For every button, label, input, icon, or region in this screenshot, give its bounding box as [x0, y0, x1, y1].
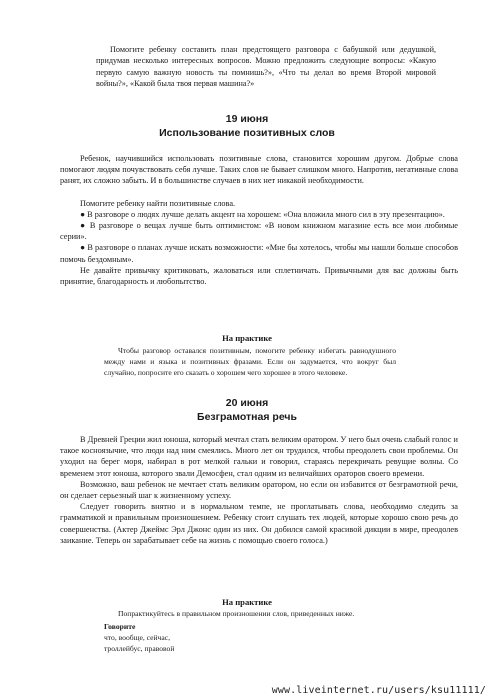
- body-paragraph: Не давайте привычку критиковать, жаловаться или сплетничать. Привычными для вас должны быть принятие, благодарность и любопытство.: [60, 265, 458, 287]
- practice-text: Попрактикуйтесь в правильном произношении слов, приведенных ниже.: [118, 609, 355, 618]
- practice-title: На практике: [222, 597, 272, 607]
- section-title-illiterate-speech: Безграмотная речь: [197, 411, 297, 423]
- list-heading: Говорите: [104, 622, 136, 631]
- body-paragraph: Следует говорить внятно и в нормальном темпе, не проглатывать слова, необходимо следить за грамматикой и правильным произношением. Ребенку стоит слушать тех людей, которые хорошо свою речь до совершенства. (Актер Джеймс Эрл Джонс один из них. Он добился самой красивой дикции в мире, преодолев заикание. Теперь он зарабатывает себе на жизнь с помощью своего голоса.): [60, 502, 458, 545]
- footer-url[interactable]: www.liveinternet.ru/users/ksu11111/: [271, 685, 486, 696]
- section-body-illiterate-speech: [60, 434, 458, 546]
- section-title-positive-words: Использование позитивных слов: [159, 127, 335, 139]
- practice-title: На практике: [222, 333, 272, 343]
- pronunciation-list: [104, 621, 404, 654]
- body-paragraph: Помогите ребенку найти позитивные слова.: [80, 198, 236, 208]
- list-item: что, вообще, сейчас,: [104, 633, 170, 642]
- date-heading-june-19: 19 июня: [225, 113, 269, 125]
- list-item: троллейбус, правовой: [104, 644, 175, 653]
- intro-paragraph: Помогите ребенку составить план предстоящего разговора с бабушкой или дедушкой, придумав несколько интересных вопросов. Можно предложить следующие вопросы: «Какую первую самую важную новость ты помнишь?», «Что ты делал во время Второй мировой войны?», «Какой была твоя первая машина?»: [96, 45, 436, 88]
- body-paragraph: Возможно, ваш ребенок не мечтает стать великим оратором, но если он избавится от безграмотной речи, он сделает серьезный шаг к жизненному успеху.: [60, 479, 458, 501]
- body-paragraph: В Древней Греции жил юноша, который мечтал стать великим оратором. У него был очень слабый голос и такое косноязычие, что люди над ним смеялись. Много лет он трудился, чтобы преодолеть свои проблемы. Он уходил на берег моря, набирал в рот мелкой гальки и говорил, стараясь перекричать ревущие волны. Со временем этот юноша, которого звали Демосфен, стал одним из величайших ораторов своего времени.: [60, 435, 458, 478]
- section-body-positive-words: [60, 153, 458, 287]
- bullet-item: ● В разговоре о вещах лучше быть оптимистом: «В новом книжном магазине есть все мои любимые серии».: [60, 221, 458, 242]
- bullet-item: ● В разговоре о людях лучше делать акцент на хорошем: «Она вложила много сил в эту презентацию».: [80, 209, 445, 219]
- practice-text: Чтобы разговор оставался позитивным, помогите ребенку избегать равнодушного между нами и языка и позитивных фразами. Если он задумается, что вокруг был случайно, попросите его сказать о хорошем чего хорошее в этого человеке.: [104, 346, 396, 377]
- bullet-item: ● В разговоре о планах лучше искать возможности: «Мне бы хотелось, чтобы мы нашли больше способов помочь бездомным».: [60, 243, 458, 264]
- body-paragraph: Ребенок, научившийся использовать позитивные слова, становится хорошим другом. Добрые слова помогают людям почувствовать себя лучше. Таких слов не бывает слишком много. Напротив, негативные слова ранят, их сложно забыть. И в большинстве случаев в них нет никакой необходимости.: [60, 154, 458, 186]
- date-heading-june-20: 20 июня: [225, 397, 269, 409]
